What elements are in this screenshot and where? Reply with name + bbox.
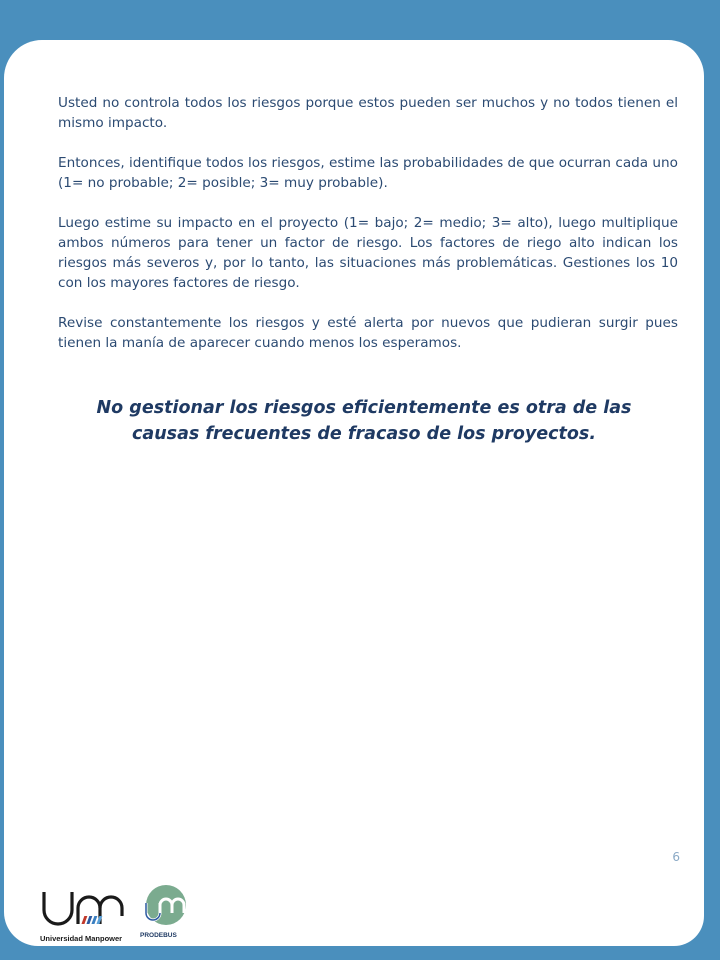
prodebus-logo <box>136 883 192 931</box>
paragraph-1: Usted no controla todos los riesgos porque estos pueden ser muchos y no todos tienen el mismo impacto. <box>58 95 678 131</box>
paragraph-3: Luego estime su impacto en el proyecto (1= bajo; 2= medio; 3= alto), luego multiplique ambos números para tener un factor de riesgo. Los factores de riego alto indican los riesgos más severos y, por lo tanto, las situaciones más problemáticas. Gestiones los 10 con los mayores factores de riesgo. <box>58 215 678 291</box>
universidad-manpower-label: Universidad Manpower <box>40 934 123 943</box>
callout-text: No gestionar los riesgos eficientemente es otra de las causas frecuentes de fracaso de los proyectos. <box>96 398 632 444</box>
page-card <box>4 40 704 946</box>
page-number: 6 <box>672 850 680 864</box>
paragraph-2: Entonces, identifique todos los riesgos, estime las probabilidades de que ocurran cada uno (1= no probable; 2= posible; 3= muy probable). <box>58 155 678 191</box>
body-text <box>58 93 678 373</box>
prodebus-label: PRODEBUS <box>140 932 177 939</box>
paragraph-4: Revise constantemente los riesgos y esté alerta por nuevos que pudieran surgir pues tienen la manía de aparecer cuando menos los esperamos. <box>58 315 678 351</box>
